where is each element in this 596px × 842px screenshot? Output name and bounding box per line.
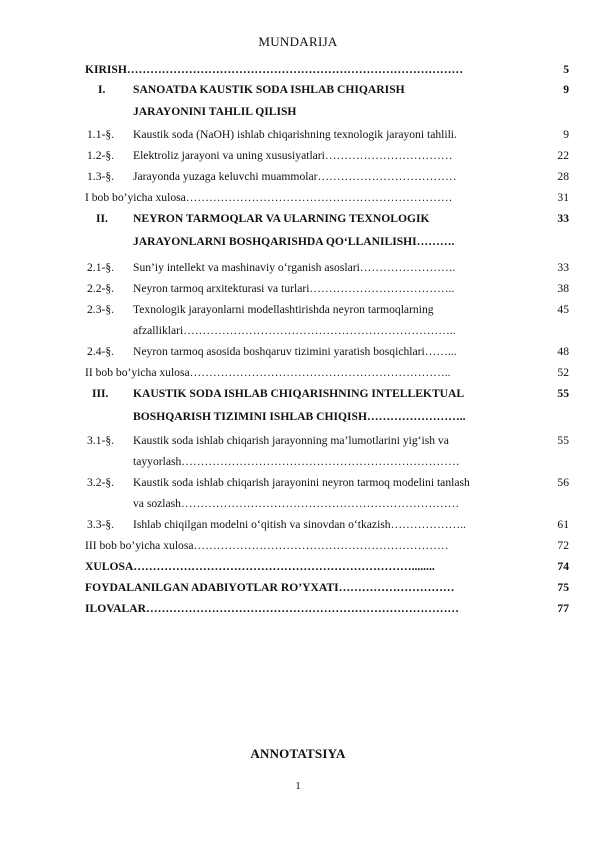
toc-section-title: Texnologik jarayonlarni modellashtirishda neyron tarmoqlarning <box>133 303 434 316</box>
toc-entry-text: XULOSA………………………………………………………………........ <box>85 560 435 573</box>
toc-section-number: 1.2-§. <box>87 149 115 162</box>
toc-chapter-title-line2: JARAYONINI TAHLIL QILISH <box>133 105 297 118</box>
toc-entry-page: 9 <box>563 83 569 96</box>
toc-section-number: 1.1-§. <box>87 128 115 141</box>
toc-section-title-line2: afzalliklari…………………………………………………………….. <box>133 324 456 337</box>
toc-section-title: Neyron tarmoq arxitekturasi va turlari……………………………….. <box>133 282 455 295</box>
toc-entry-page: 77 <box>557 602 569 615</box>
toc-section-number: 1.3-§. <box>87 170 115 183</box>
toc-entry-page: 45 <box>557 303 569 316</box>
toc-entry-page: 72 <box>557 539 569 552</box>
toc-entry-page: 28 <box>557 170 569 183</box>
toc-entry-page: 38 <box>557 282 569 295</box>
toc-section-title: Jarayonda yuzaga keluvchi muammolar……………………………… <box>133 170 457 183</box>
toc-chapter-title-line2: BOSHQARISH TIZIMINI ISHLAB CHIQISH…………………….. <box>133 410 466 423</box>
annotation-heading: ANNOTATSIYA <box>250 746 346 761</box>
toc-entry-page: 61 <box>557 518 569 531</box>
toc-entry-page: 31 <box>557 191 569 204</box>
page-title: MUNDARIJA <box>258 34 338 49</box>
toc-chapter-number: II. <box>96 212 108 225</box>
toc-section-title: Neyron tarmoq asosida boshqaruv tizimini yaratish bosqichlari……... <box>133 345 457 358</box>
toc-entry-text: II bob bo’yicha xulosa………………………………………………………….. <box>85 366 451 379</box>
toc-entry-page: 5 <box>563 63 569 76</box>
toc-section-title: Kaustik soda (NaOH) ishlab chiqarishning texnologik jarayoni tahlili. <box>133 128 457 141</box>
toc-section-number: 3.2-§. <box>87 476 115 489</box>
toc-entry-text: ILOVALAR……………………………………………………………………… <box>85 602 460 615</box>
toc-entry-page: 48 <box>557 345 569 358</box>
toc-chapter-title: SANOATDA KAUSTIK SODA ISHLAB CHIQARISH <box>133 83 405 96</box>
toc-section-number: 2.4-§. <box>87 345 115 358</box>
toc-entry-page: 52 <box>557 366 569 379</box>
toc-chapter-title: KAUSTIK SODA ISHLAB CHIQARISHNING INTELLEKTUAL <box>133 387 465 400</box>
toc-section-title: Kaustik soda ishlab chiqarish jarayonning ma’lumotlarini yig‘ish va <box>133 434 449 447</box>
toc-section-number: 2.3-§. <box>87 303 115 316</box>
toc-chapter-title: NEYRON TARMOQLAR VA ULARNING TEXNOLOGIK <box>133 212 430 225</box>
toc-entry-page: 33 <box>557 261 569 274</box>
toc-entry-text: III bob bo’yicha xulosa………………………………………………………… <box>85 539 449 552</box>
toc-chapter-number: I. <box>98 83 106 96</box>
toc-entry-text: I bob bo’yicha xulosa…………………………………………………………… <box>85 191 453 204</box>
toc-entry-page: 55 <box>557 434 569 447</box>
toc-entry-page: 9 <box>563 128 569 141</box>
toc-chapter-title-line2: JARAYONLARNI BOSHQARISHDA QO‘LLANILISHI………. <box>133 235 455 248</box>
toc-entry-page: 22 <box>557 149 569 162</box>
toc-section-title: Sun’iy intellekt va mashinaviy o‘rganish asoslari……………………. <box>133 261 456 274</box>
toc-entry-page: 55 <box>557 387 569 400</box>
toc-section-title: Kaustik soda ishlab chiqarish jarayonini neyron tarmoq modelini tanlash <box>133 476 470 489</box>
toc-entry-page: 56 <box>557 476 569 489</box>
toc-section-number: 3.1-§. <box>87 434 115 447</box>
toc-section-title: Elektroliz jarayoni va uning xususiyatlari…………………………… <box>133 149 453 162</box>
toc-section-title-line2: va sozlash……………………………………………………………… <box>133 497 460 510</box>
toc-section-number: 2.2-§. <box>87 282 115 295</box>
toc-entry-text: KIRISH…………………………………………………………………………… <box>85 63 464 76</box>
toc-section-title-line2: tayyorlash……………………………………………………………… <box>133 455 460 468</box>
toc-entry-page: 33 <box>557 212 569 225</box>
toc-chapter-number: III. <box>92 387 109 400</box>
toc-section-title: Ishlab chiqilgan modelni o‘qitish va sinovdan o‘tkazish……………….. <box>133 518 466 531</box>
toc-section-number: 2.1-§. <box>87 261 115 274</box>
toc-entry-page: 75 <box>557 581 569 594</box>
toc-entry-text: FOYDALANILGAN ADABIYOTLAR RO’YXATI………………………… <box>85 581 455 594</box>
toc-section-number: 3.3-§. <box>87 518 115 531</box>
page-number: 1 <box>295 780 301 792</box>
toc-entry-page: 74 <box>557 560 569 573</box>
